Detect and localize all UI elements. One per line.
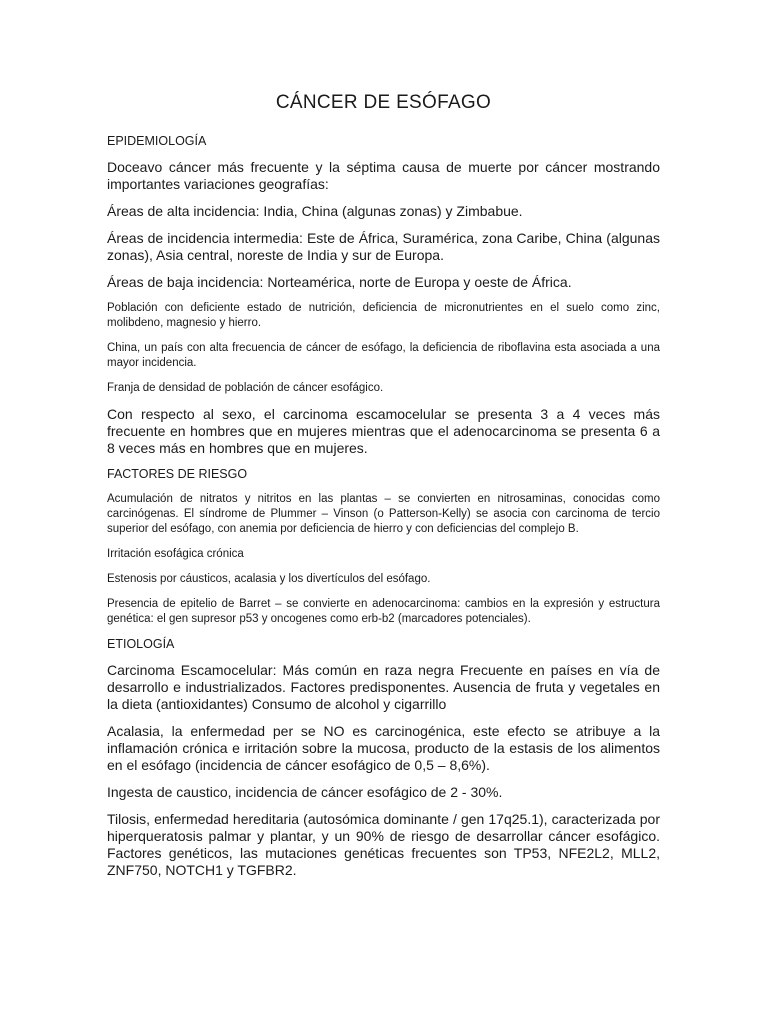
paragraph: Áreas de baja incidencia: Norteamérica, norte de Europa y oeste de África.	[107, 274, 572, 290]
document-title: CÁNCER DE ESÓFAGO	[275, 92, 492, 113]
paragraph: Áreas de incidencia intermedia: Este de África, Suramérica, zona Caribe, China (algunas zonas), Asia central, noreste de India y sur de Europa.	[107, 230, 660, 263]
paragraph: China, un país con alta frecuencia de cáncer de esófago, la deficiencia de riboflavina esta asociada a una mayor incidencia.	[107, 342, 660, 369]
paragraph: Carcinoma Escamocelular: Más común en raza negra Frecuente en países en vía de desarrollo e industrializados. Factores predisponentes. Ausencia de fruta y vegetales en la dieta (antioxidantes) Consumo de alcohol y cigarrillo	[107, 662, 660, 712]
paragraph: Franja de densidad de población de cáncer esofágico.	[107, 382, 384, 394]
paragraph: Acalasia, la enfermedad per se NO es carcinogénica, este efecto se atribuye a la inflamación crónica e irritación sobre la mucosa, producto de la estasis de los alimentos en el esófago (incidencia de cáncer esofágico de 0,5 – 8,6%).	[107, 723, 660, 773]
paragraph: Doceavo cáncer más frecuente y la séptima causa de muerte por cáncer mostrando importantes variaciones geografías:	[107, 159, 660, 192]
paragraph: Áreas de alta incidencia: India, China (algunas zonas) y Zimbabue.	[107, 203, 523, 219]
paragraph: Presencia de epitelio de Barret – se convierte en adenocarcinoma: cambios en la expresión y estructura genética: el gen supresor p53 y oncogenes como erb-b2 (marcadores potenciales).	[107, 598, 660, 625]
document-content	[107, 92, 660, 889]
paragraph: Irritación esofágica crónica	[107, 548, 244, 560]
section-heading-epidemiologia: EPIDEMIOLOGÍA	[107, 134, 207, 148]
paragraph: Tilosis, enfermedad hereditaria (autosómica dominante / gen 17q25.1), caracterizada por hiperqueratosis palmar y plantar, y un 90% de riesgo de desarrollar cáncer esofágico. Factores genéticos, las mutaciones genéticas frecuentes son TP53, NFE2L2, MLL2, ZNF750, NOTCH1 y TGFBR2.	[107, 811, 660, 878]
section-heading-factores: FACTORES DE RIESGO	[107, 467, 248, 481]
paragraph: Población con deficiente estado de nutrición, deficiencia de micronutrientes en el suelo como zinc, molibdeno, magnesio y hierro.	[107, 302, 660, 329]
paragraph: Acumulación de nitratos y nitritos en las plantas – se convierten en nitrosaminas, conocidas como carcinógenas. El síndrome de Plummer – Vinson (o Patterson-Kelly) se asocia con carcinoma de tercio superior del esófago, con anemia por deficiencia de hierro y con deficiencias del complejo B.	[107, 493, 660, 535]
paragraph: Con respecto al sexo, el carcinoma escamocelular se presenta 3 a 4 veces más frecuente en hombres que en mujeres mientras que el adenocarcinoma se presenta 6 a 8 veces más en hombres que en mujeres.	[107, 406, 660, 456]
paragraph: Ingesta de caustico, incidencia de cáncer esofágico de 2 - 30%.	[107, 784, 503, 800]
paragraph: Estenosis por cáusticos, acalasia y los divertículos del esófago.	[107, 573, 431, 585]
section-heading-etiologia: ETIOLOGÍA	[107, 637, 175, 651]
